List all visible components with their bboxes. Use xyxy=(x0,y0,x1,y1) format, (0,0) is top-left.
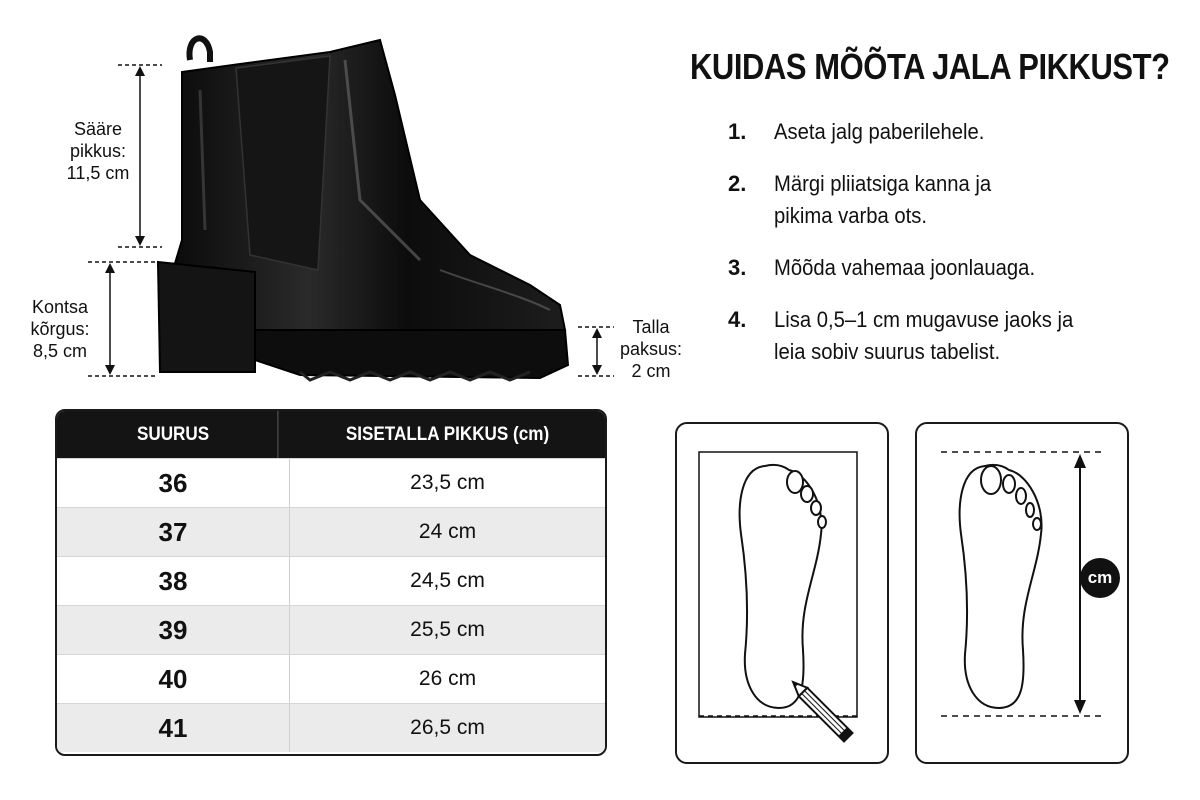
chelsea-boot-illustration xyxy=(0,0,700,400)
step-text: Aseta jalg paberilehele. xyxy=(774,119,985,144)
step-text: Lisa 0,5–1 cm mugavuse jaoks ja leia sobiv suurus tabelist. xyxy=(774,307,1074,364)
boot-heel xyxy=(158,262,255,372)
table-row xyxy=(57,703,605,752)
size-cell: 39 xyxy=(57,606,290,654)
size-cell: 40 xyxy=(57,655,290,703)
step-number: 2. xyxy=(728,171,747,196)
sole-thickness-label: Talla paksus: 2 cm xyxy=(619,317,683,381)
cm-unit-badge: cm xyxy=(1080,558,1120,598)
foot-outline-icon xyxy=(960,465,1042,708)
pencil-icon xyxy=(789,678,853,742)
step-3 xyxy=(728,252,1188,284)
header-size: SUURUS xyxy=(69,411,279,458)
elastic-panel xyxy=(236,56,330,270)
size-cell: 41 xyxy=(57,704,290,752)
trace-foot-diagram xyxy=(675,422,889,764)
length-cell: 26,5 cm xyxy=(410,716,485,739)
table-row xyxy=(57,605,605,654)
foot-on-paper-drawing xyxy=(677,424,887,762)
page-title: KUIDAS MÕÕTA JALA PIKKUST? xyxy=(690,46,1170,87)
length-cell: 23,5 cm xyxy=(410,471,485,494)
shaft-height-label: Sääre pikkus: 11,5 cm xyxy=(66,119,130,183)
step-text: Märgi pliiatsiga kanna ja pikima varba ots. xyxy=(774,171,992,228)
length-cell: 24 cm xyxy=(418,520,477,543)
step-number: 1. xyxy=(728,119,747,144)
length-cell: 26 cm xyxy=(418,667,477,690)
table-row xyxy=(57,654,605,703)
table-row xyxy=(57,507,605,556)
size-cell: 38 xyxy=(57,557,290,605)
step-2 xyxy=(728,168,1188,232)
step-1 xyxy=(728,116,1188,148)
table-row xyxy=(57,458,605,507)
size-chart-table xyxy=(55,409,607,756)
size-cell: 36 xyxy=(57,459,290,507)
length-cell: 24,5 cm xyxy=(410,569,485,592)
boot-sole xyxy=(255,330,568,378)
step-number: 4. xyxy=(728,307,747,332)
step-4 xyxy=(728,304,1188,368)
length-cell: 25,5 cm xyxy=(410,618,485,641)
heel-height-label: Kontsa kõrgus: 8,5 cm xyxy=(30,297,90,361)
instruction-steps xyxy=(728,116,1188,388)
table-row xyxy=(57,556,605,605)
step-number: 3. xyxy=(728,255,747,280)
header-insole-length: SISETALLA PIKKUS (cm) xyxy=(345,423,550,445)
table-header xyxy=(57,411,605,458)
size-cell: 37 xyxy=(57,508,290,556)
step-text: Mõõda vahemaa joonlauaga. xyxy=(774,255,1036,280)
